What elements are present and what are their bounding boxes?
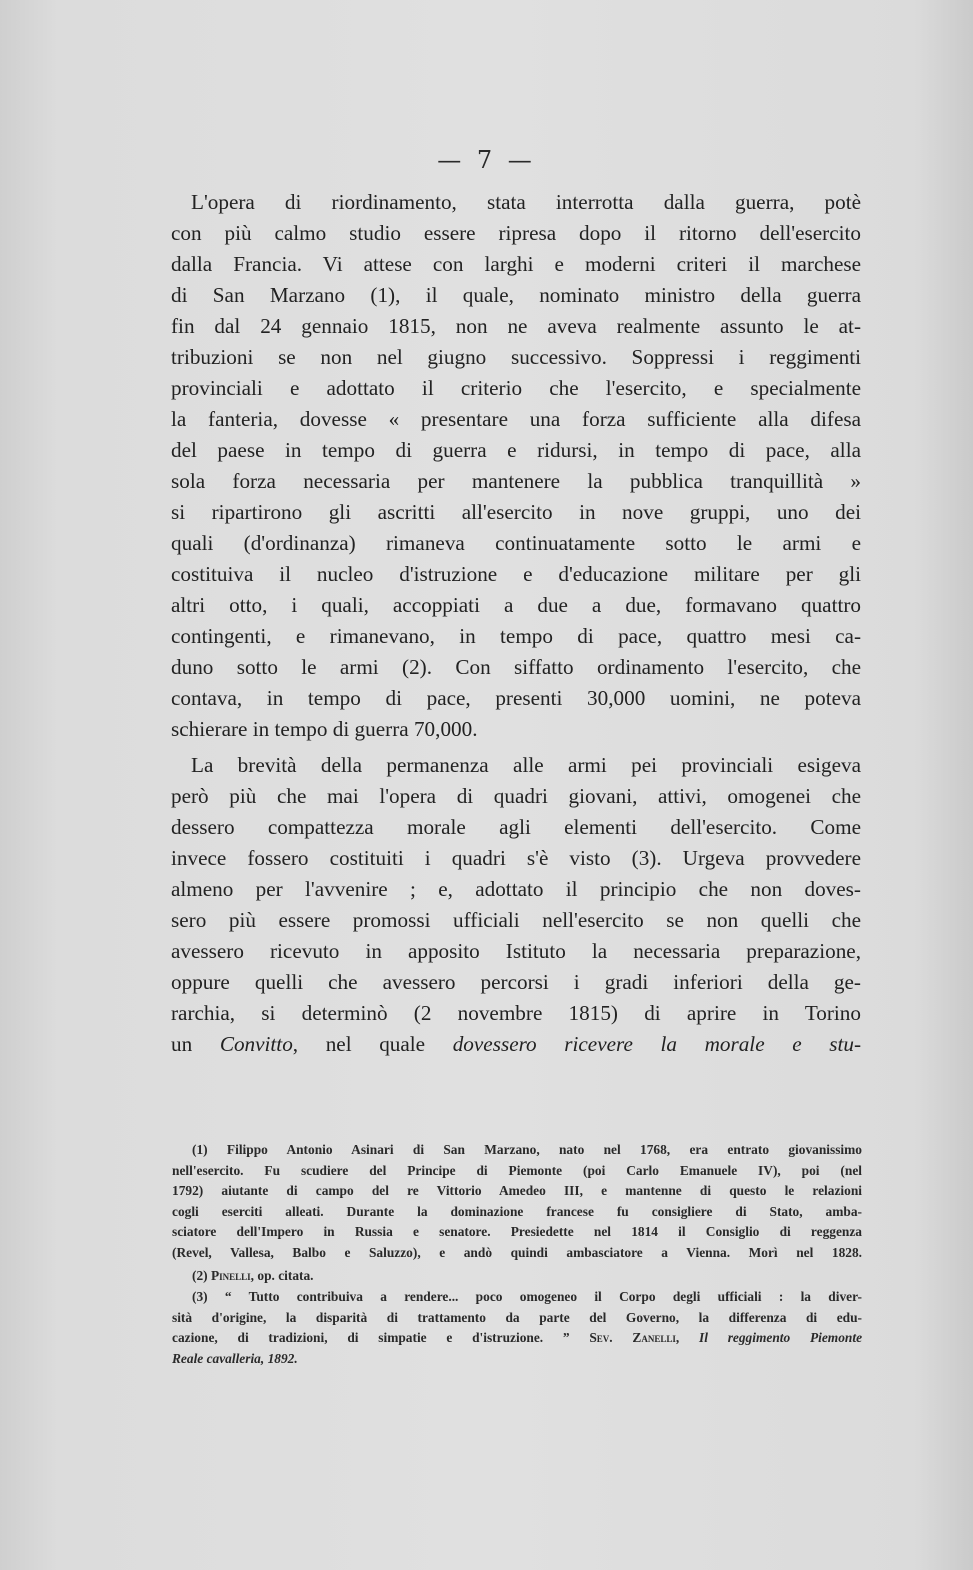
text-line: duno sotto le armi (2). Con siffatto ordinamento l'esercito, che: [171, 655, 861, 679]
text-line: provinciali e adottato il criterio che l'esercito, e specialmente: [171, 376, 861, 400]
footnote-line: [172, 1349, 862, 1370]
text-line: di San Marzano (1), il quale, nominato ministro della guerra: [171, 283, 861, 307]
footnote-line: (1) Filippo Antonio Asinari di San Marzano, nato nel 1768, era entrato giovanissimo: [192, 1142, 862, 1157]
footnote-line: nell'esercito. Fu scudiere del Principe di Piemonte (poi Carlo Emanuele IV), poi (nel: [172, 1162, 862, 1178]
author-name: Sev. Zanelli: [589, 1330, 676, 1346]
footnote-line: (Revel, Vallesa, Balbo e Saluzzo), e andò quindi ambasciatore a Vienna. Morì nel 1828.: [172, 1244, 862, 1260]
text-line: schierare in tempo di guerra 70,000.: [171, 717, 478, 741]
text-line: invece fossero costituiti i quadri s'è visto (3). Urgeva provvedere: [171, 846, 861, 870]
text-line: si ripartirono gli ascritti all'esercito in nove gruppi, uno dei: [171, 500, 861, 524]
text-line: sero più essere promossi ufficiali nell'esercito se non quelli che: [171, 908, 861, 932]
italic-convitto: Convitto: [219, 1032, 293, 1056]
paragraph-1: [171, 187, 861, 745]
footnote-line: [172, 1328, 862, 1349]
text-run: , op. citata.: [250, 1268, 314, 1283]
italic-phrase: dovessero ricevere la morale e stu-: [452, 1032, 862, 1056]
text-line: rarchia, si determinò (2 novembre 1815) di aprire in Torino: [171, 1001, 861, 1025]
text-line: avessero ricevuto in apposito Istituto la necessaria preparazione,: [171, 939, 861, 963]
text-line: altri otto, i quali, accoppiati a due a due, formavano quattro: [171, 593, 861, 617]
text-line: costituiva il nucleo d'istruzione e d'educazione militare per gli: [171, 562, 861, 586]
text-run: (2): [192, 1268, 211, 1283]
book-title: Reale cavalleria, 1892.: [172, 1350, 298, 1366]
author-name: Pinelli: [210, 1268, 251, 1283]
text-line: sola forza necessaria per mantenere la pubblica tranquillità »: [171, 469, 861, 493]
text-line: [171, 1029, 861, 1060]
footnote-line: sciatore dell'Impero in Russia e senatore. Presiedette nel 1814 il Consiglio di reggenza: [172, 1224, 862, 1240]
text-line: del paese in tempo di guerra e ridursi, in tempo di pace, alla: [171, 438, 861, 462]
text-line: però più che mai l'opera di quadri giovani, attivi, omogenei che: [171, 784, 861, 808]
text-line: la fanteria, dovesse « presentare una forza sufficiente alla difesa: [171, 407, 861, 431]
text-line: almeno per l'avvenire ; e, adottato il principio che non doves-: [171, 877, 861, 901]
text-line: oppure quelli che avessero percorsi i gradi inferiori della ge-: [171, 970, 861, 994]
paragraph-2: [171, 750, 861, 1060]
text-run: , nel quale: [292, 1032, 453, 1056]
text-line: quali (d'ordinanza) rimaneva continuatamente sotto le armi e: [171, 531, 861, 555]
footnote-line: 1792) aiutante di campo del re Vittorio Amedeo III, e mantenne di questo le relazioni: [172, 1183, 862, 1199]
text-line: La brevità della permanenza alle armi pei provinciali esigeva: [191, 753, 861, 777]
text-run: cazione, di tradizioni, di simpatie e d'istruzione. ”: [172, 1330, 590, 1346]
footnote-line: cogli eserciti alleati. Durante la dominazione francese fu consigliere di Stato, amba-: [172, 1203, 862, 1219]
text-run: un: [171, 1032, 220, 1056]
text-line: dessero compattezza morale agli elementi dell'esercito. Come: [171, 815, 861, 839]
footnote-line: sità d'origine, la disparità di trattamento da parte del Governo, la differenza di edu-: [172, 1309, 862, 1325]
text-line: dalla Francia. Vi attese con larghi e moderni criteri il marchese: [171, 252, 861, 276]
text-line: con più calmo studio essere ripresa dopo il ritorno dell'esercito: [171, 221, 861, 245]
footnote-1: [172, 1140, 862, 1264]
text-line: fin dal 24 gennaio 1815, non ne aveva realmente assunto le at-: [171, 314, 861, 338]
text-line: contingenti, e rimanevano, in tempo di pace, quattro mesi ca-: [171, 624, 861, 648]
footnote-line: [172, 1266, 862, 1287]
footnote-2: [172, 1266, 862, 1287]
page-number: — 7 —: [437, 146, 536, 174]
footnote-3: [172, 1287, 862, 1369]
text-run: ,: [675, 1330, 699, 1346]
footnote-line: (3) “ Tutto contribuiva a rendere... poco omogeneo il Corpo degli ufficiali : la diver-: [192, 1289, 862, 1304]
text-line: L'opera di riordinamento, stata interrotta dalla guerra, potè: [191, 190, 861, 214]
text-line: contava, in tempo di pace, presenti 30,000 uomini, ne poteva: [171, 686, 861, 710]
text-line: tribuzioni se non nel giugno successivo. Soppressi i reggimenti: [171, 345, 861, 369]
book-title: Il reggimento Piemonte: [699, 1330, 863, 1346]
